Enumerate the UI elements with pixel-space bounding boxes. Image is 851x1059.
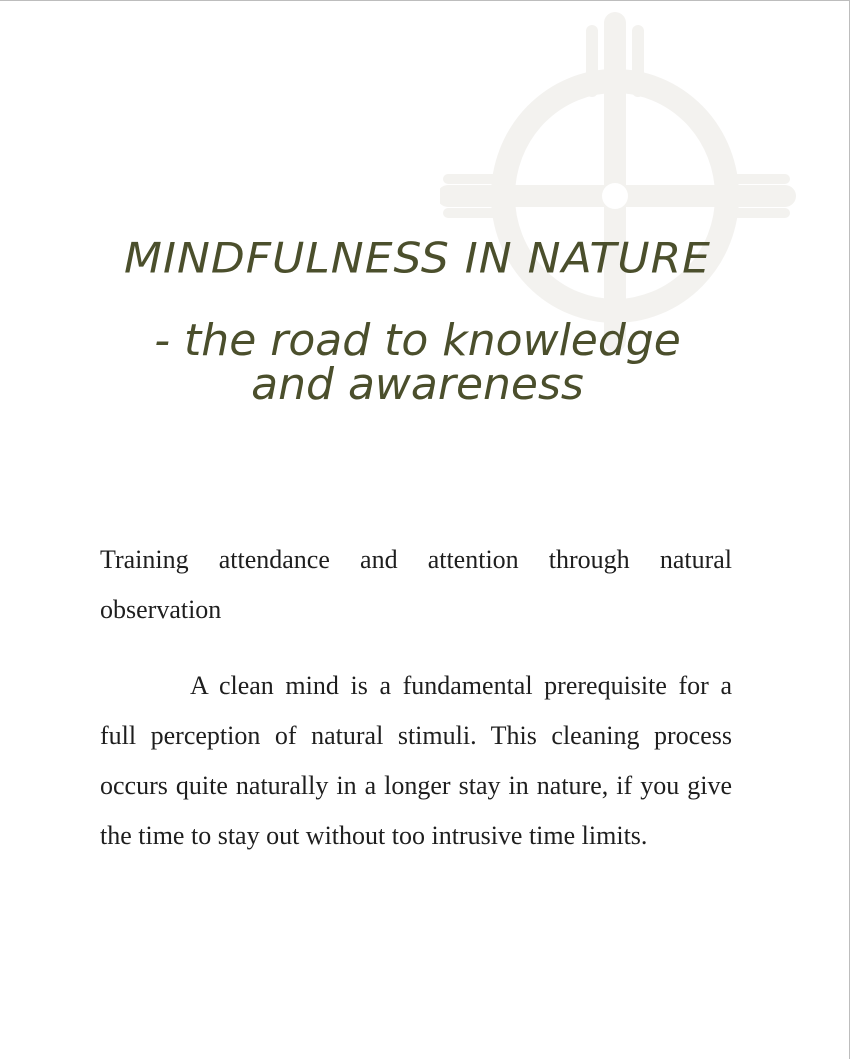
page-subtitle: [0, 315, 835, 410]
body-paragraph: A clean mind is a fundamental prerequisite for a full perception of natural stimuli. This cleaning process occurs quite naturally in a longer stay in nature, if you give the time to stay out without too intrusive time limits.: [100, 671, 732, 850]
subtitle-line-2: and awareness: [251, 359, 584, 410]
medicine-wheel-icon: [440, 11, 800, 351]
subtitle-line-1: - the road to knowledge: [154, 315, 681, 366]
intro-text: Training attendance and attention through natural observation: [100, 545, 732, 624]
page-title: MINDFULNESS IN NATURE: [124, 234, 711, 283]
